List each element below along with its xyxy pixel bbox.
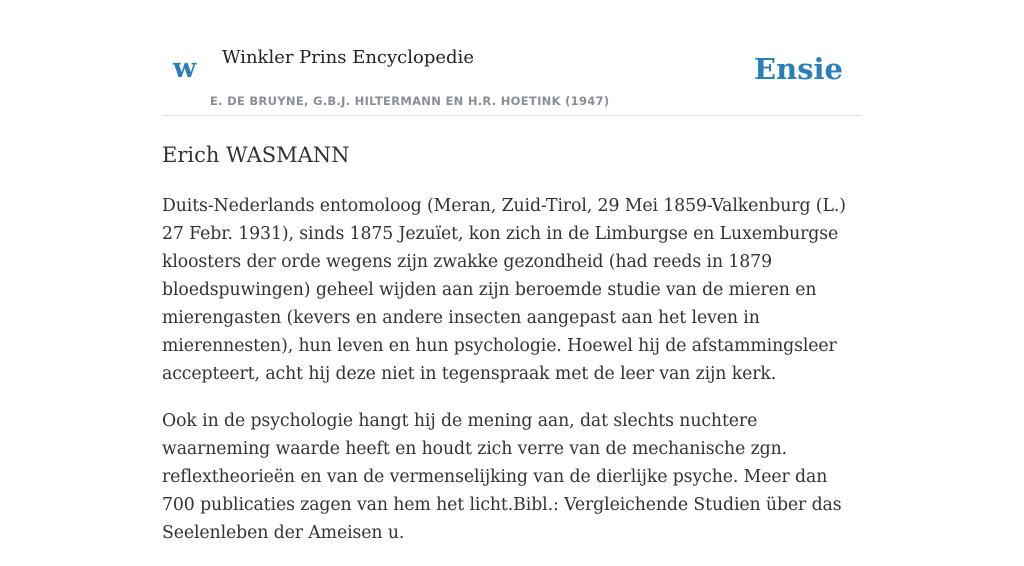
- winkler-prins-logo[interactable]: w: [173, 53, 197, 84]
- header-divider: [162, 115, 862, 116]
- publication-authors: E. DE BRUYNE, G.B.J. HILTERMANN EN H.R. HOETINK (1947): [210, 94, 610, 108]
- article-body: [162, 192, 862, 566]
- article-title: Erich WASMANN: [162, 143, 350, 167]
- article-paragraph: Duits-Nederlands entomoloog (Meran, Zuid-Tirol, 29 Mei 1859-Valkenburg (L.) 27 Febr. 1931), sinds 1875 Jezuïet, kon zich in de Limburgse en Luxemburgse kloosters der orde wegens zijn zwakke gezondheid (had reeds in 1879 bloedspuwingen) geheel wijden aan zijn beroemde studie van de mieren en mierengasten (kevers en andere insecten aangepast aan het leven in mierennesten), hun leven en hun psychologie. Hoewel hij de afstammingsleer accepteert, acht hij deze niet in tegenspraak met de leer van zijn kerk.: [162, 196, 846, 384]
- publication-title[interactable]: Winkler Prins Encyclopedie: [222, 47, 474, 68]
- article-paragraph: Ook in de psychologie hangt hij de mening aan, dat slechts nuchtere waarneming waarde heeft en houdt zich verre van de mechanische zgn. reflextheorieën en van de vermenselijking van de dierlijke psyche. Meer dan 700 publicaties zagen van hem het licht.Bibl.: Vergleichende Studien über das Seelenleben der Ameisen u.: [162, 411, 842, 543]
- ensie-logo-link[interactable]: Ensie: [754, 52, 843, 86]
